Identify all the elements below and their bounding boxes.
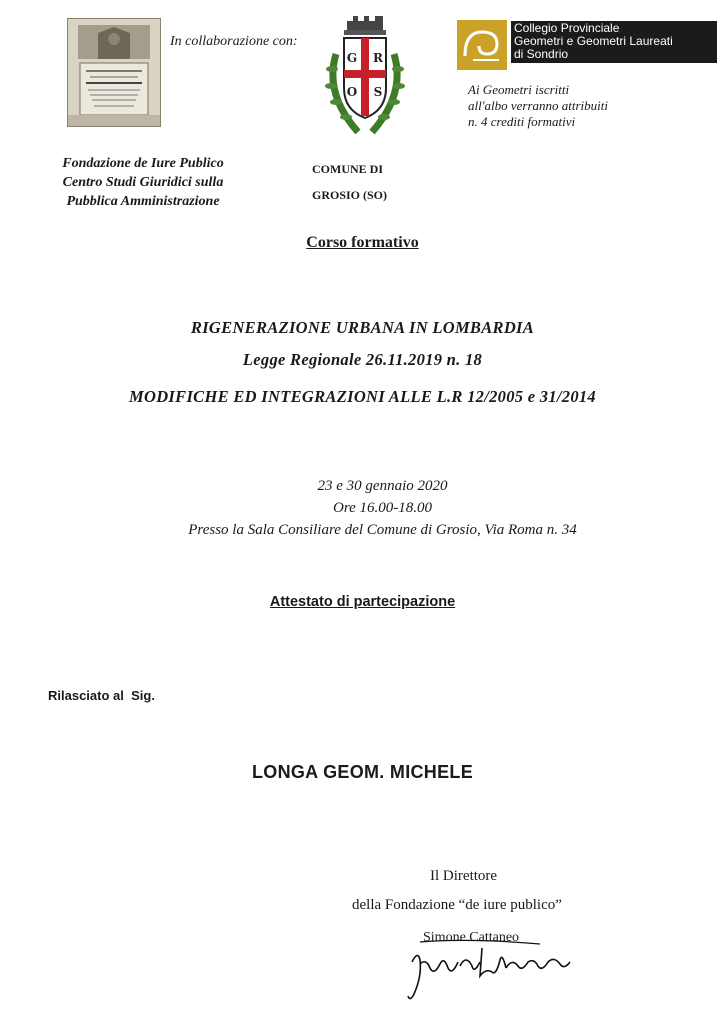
collegio-name-line: Geometri e Geometri Laureati (514, 34, 673, 48)
handwritten-signature-icon (390, 932, 590, 1002)
collegio-logo-icon (457, 20, 507, 70)
foundation-name (28, 154, 258, 211)
issued-to-label (48, 688, 155, 703)
collegio-name (511, 21, 717, 63)
course-hours: Ore 16.00-18.00 (332, 500, 433, 516)
comune-line: COMUNE DI (312, 162, 383, 176)
course-title-line-1: RIGENERAZIONE URBANA IN LOMBARDIA (190, 318, 535, 337)
course-location: Presso la Sala Consiliare del Comune di Grosio, Via Roma n. 34 (188, 522, 577, 538)
foundation-book-logo (67, 18, 161, 127)
course-title-line-2: Legge Regionale 26.11.2019 n. 18 (242, 350, 483, 369)
collegio-name-line: Collegio Provinciale (514, 21, 620, 35)
credits-line: Ai Geometri iscritti (468, 82, 570, 97)
collaboration-label: In collaborazione con: (170, 34, 298, 49)
course-title-line-3: MODIFICHE ED INTEGRAZIONI ALLE L.R 12/2005 e 31/2014 (129, 387, 596, 406)
crest-letter-s: S (373, 85, 383, 99)
certificate-heading: Attestato di partecipazione (269, 594, 456, 610)
credits-line: all'albo verranno attribuiti (468, 98, 609, 113)
signature-title: Il Direttore (430, 868, 498, 884)
crest-letter-o: O (346, 85, 358, 99)
collegio-name-line: di Sondrio (514, 47, 569, 61)
issued-to-text: Rilasciato al Sig. (48, 688, 155, 703)
foundation-line: Fondazione de Iure Publico (62, 156, 224, 171)
foundation-line: Pubblica Amministrazione (66, 194, 220, 209)
course-heading: Corso formativo (306, 234, 419, 251)
foundation-line: Centro Studi Giuridici sulla (62, 175, 224, 190)
recipient-name: LONGA GEOM. MICHELE (251, 762, 474, 782)
comune-line: GROSIO (SO) (312, 188, 388, 202)
credits-note (468, 82, 688, 130)
course-dates: 23 e 30 gennaio 2020 (317, 478, 448, 494)
credits-line: n. 4 crediti formativi (468, 114, 576, 129)
grosio-crest-icon (322, 14, 408, 144)
crest-letter-r: R (373, 51, 383, 65)
signer-name: Simone Cattaneo (423, 930, 520, 945)
signature-organization: della Fondazione “de iure publico” (352, 897, 562, 913)
comune-name (312, 156, 412, 208)
crest-letter-g: G (346, 51, 358, 65)
